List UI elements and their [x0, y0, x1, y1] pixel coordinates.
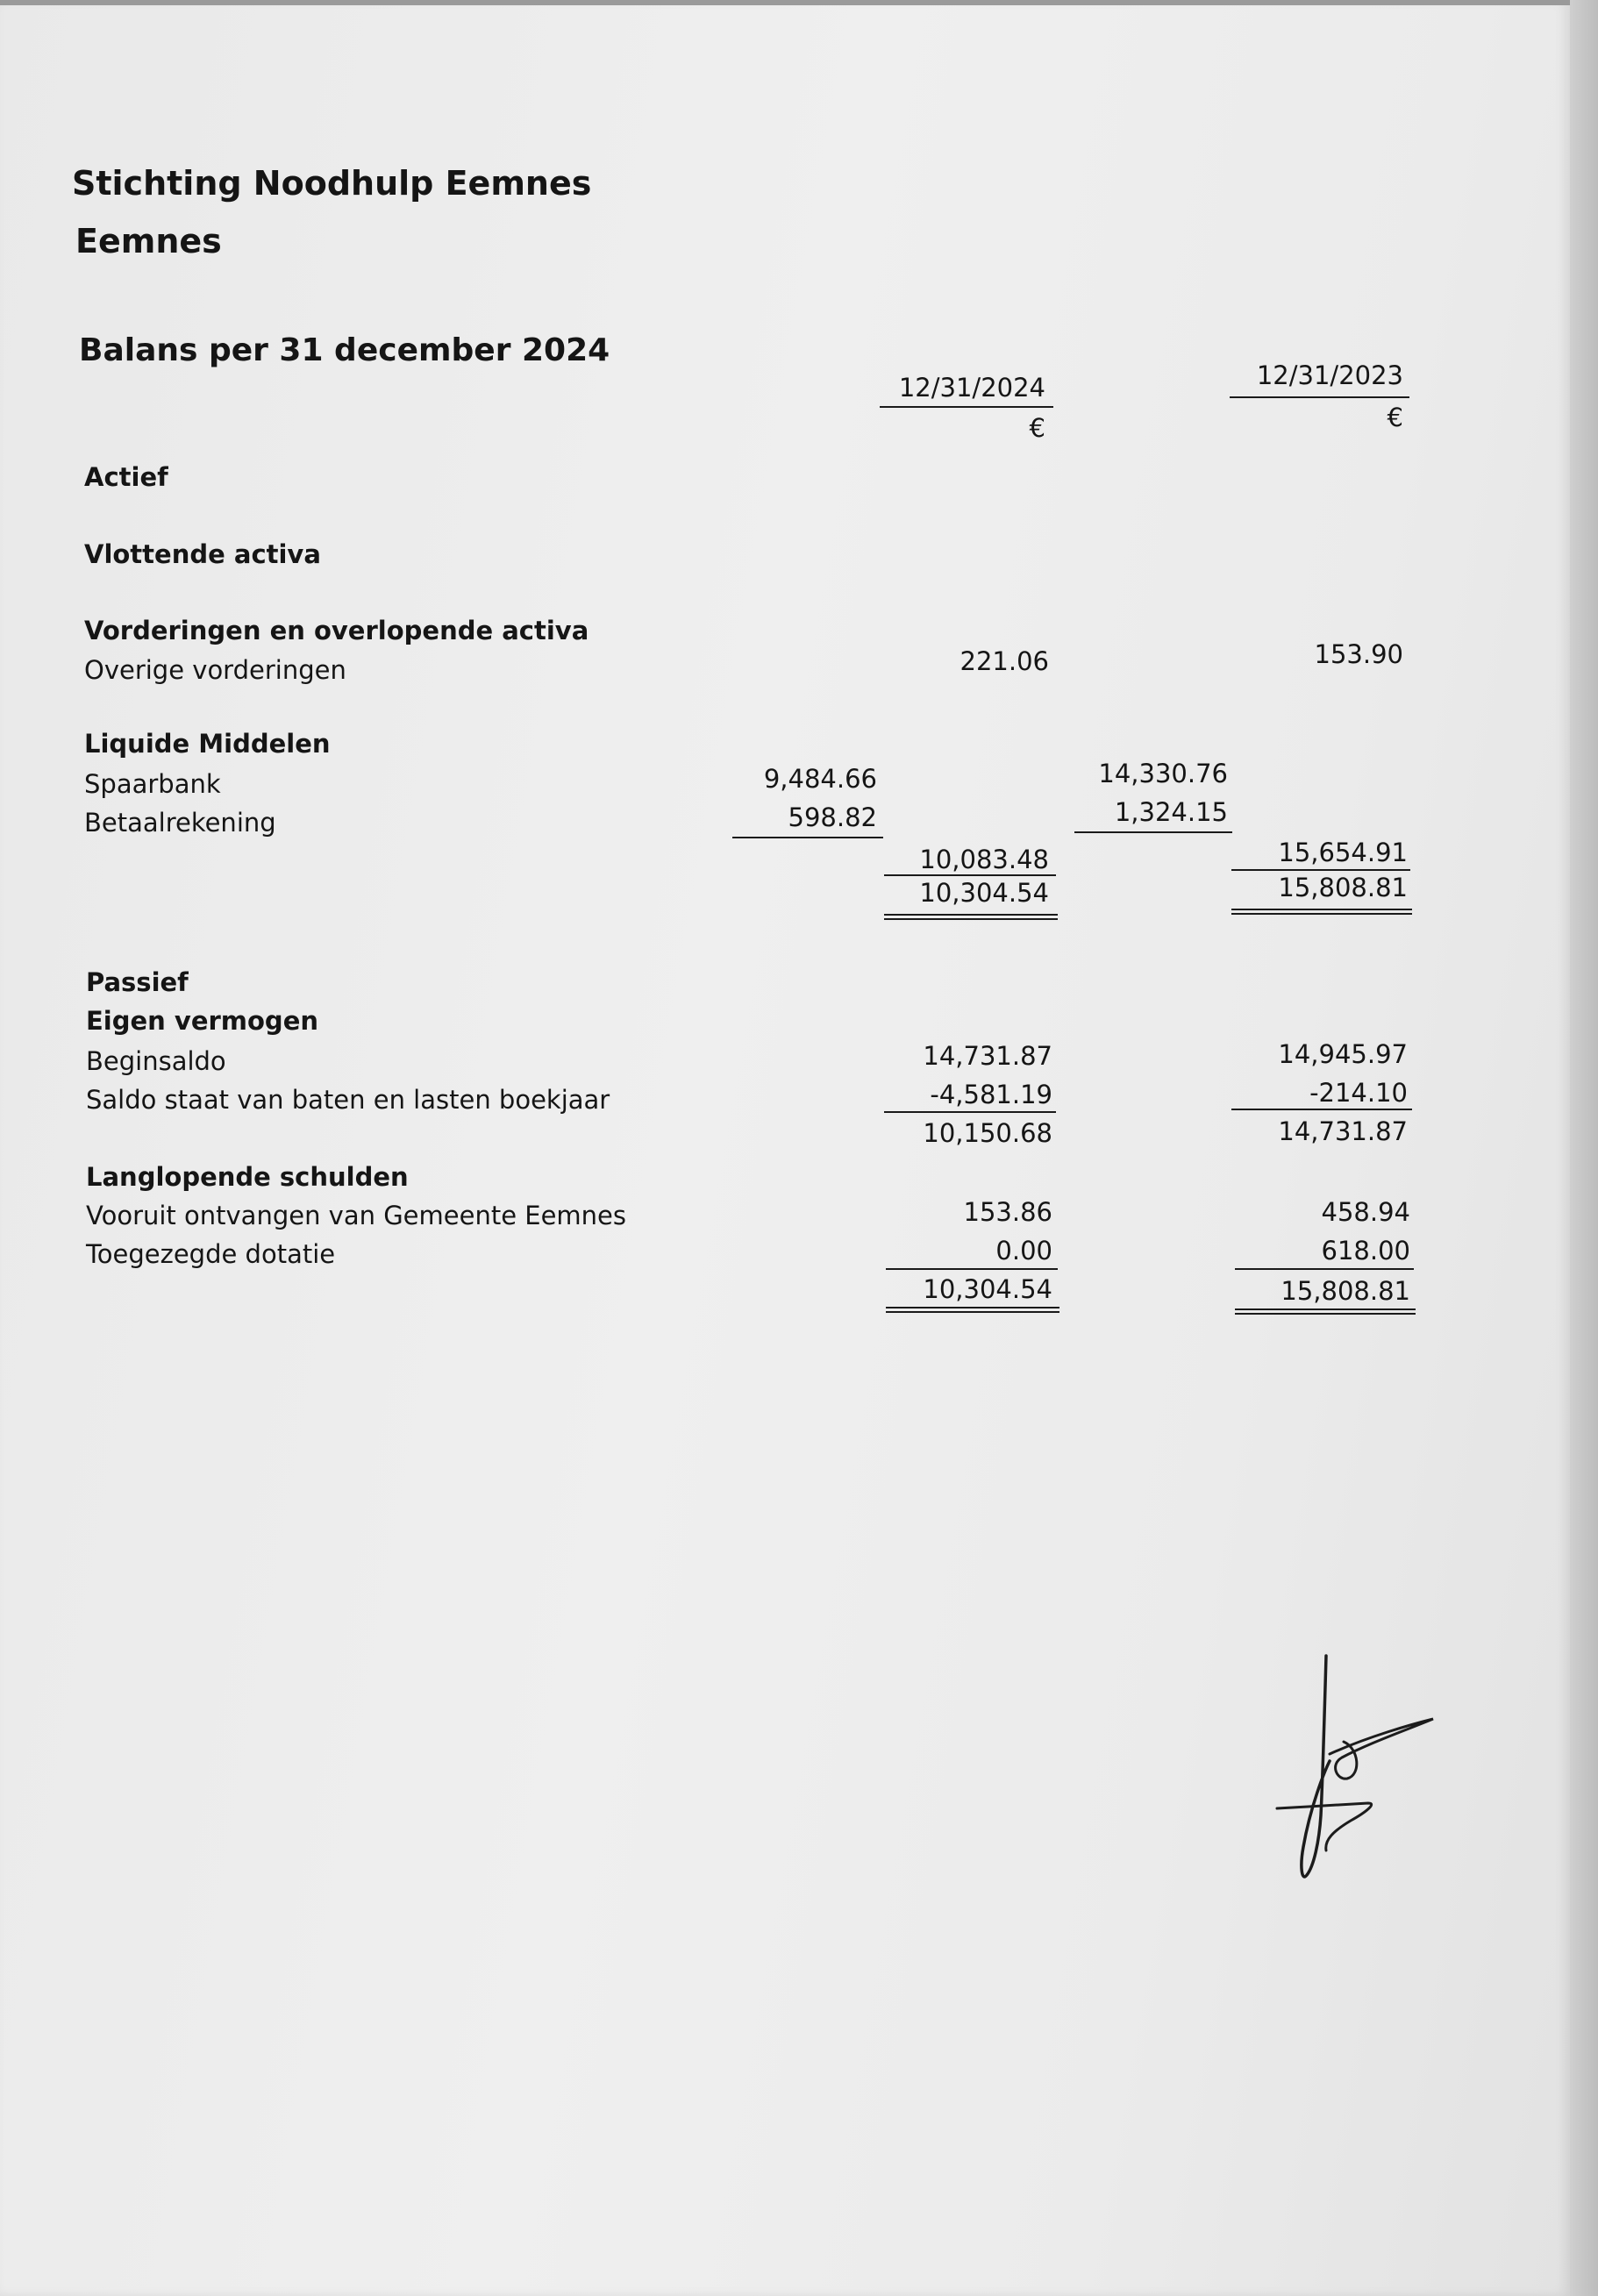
- row-saldo-label: Saldo staat van baten en lasten boekjaar: [86, 1085, 610, 1115]
- col-header-prior-currency: €: [1387, 403, 1403, 432]
- rule-passief-total-current: [886, 1268, 1058, 1270]
- row-betaalrekening-label: Betaalrekening: [84, 808, 276, 838]
- row-spaarbank-label: Spaarbank: [84, 769, 221, 799]
- section-langlopende-schulden: Langlopende schulden: [86, 1162, 409, 1192]
- row-actief-total-prior: 15,808.81: [1278, 873, 1408, 902]
- row-spaarbank-current: 9,484.66: [763, 764, 877, 794]
- row-saldo-prior: -214.10: [1309, 1078, 1408, 1108]
- document-title: Balans per 31 december 2024: [79, 332, 610, 368]
- row-dotatie-current: 0.00: [995, 1236, 1052, 1266]
- row-overige-vorderingen-prior: 153.90: [1314, 639, 1403, 669]
- rule-liquide-prior: [1074, 831, 1232, 833]
- row-passief-total-prior: 15,808.81: [1281, 1276, 1410, 1306]
- row-vooruit-prior: 458.94: [1321, 1197, 1410, 1227]
- double-rule-actief-current: [884, 914, 1058, 920]
- row-spaarbank-prior: 14,330.76: [1098, 759, 1228, 788]
- row-beginsaldo-prior: 14,945.97: [1278, 1039, 1408, 1069]
- row-passief-total-current: 10,304.54: [923, 1274, 1052, 1304]
- rule-eigen-current: [884, 1111, 1056, 1113]
- handwritten-signature: [1245, 1640, 1456, 1938]
- col-header-current-currency: €: [1029, 413, 1045, 443]
- row-eigen-subtotal-current: 10,150.68: [923, 1118, 1052, 1148]
- rule-actief-total-prior: [1231, 869, 1410, 871]
- row-saldo-current: -4,581.19: [930, 1080, 1052, 1109]
- row-liquide-subtotal-prior: 15,654.91: [1278, 838, 1408, 867]
- row-vooruit-current: 153.86: [963, 1197, 1052, 1227]
- col-header-current-rule: [880, 406, 1053, 408]
- rule-liquide-current: [732, 837, 883, 838]
- row-vooruit-label: Vooruit ontvangen van Gemeente Eemnes: [86, 1201, 627, 1230]
- section-liquide-middelen: Liquide Middelen: [84, 729, 331, 759]
- double-rule-passief-prior: [1235, 1308, 1416, 1315]
- rule-passief-total-prior: [1235, 1268, 1414, 1270]
- double-rule-passief-current: [886, 1307, 1059, 1313]
- row-betaalrekening-current: 598.82: [788, 802, 877, 832]
- section-actief: Actief: [84, 462, 168, 492]
- rule-actief-total-current: [884, 874, 1056, 876]
- row-beginsaldo-label: Beginsaldo: [86, 1046, 226, 1076]
- row-dotatie-prior: 618.00: [1321, 1236, 1410, 1266]
- row-actief-total-current: 10,304.54: [919, 878, 1049, 908]
- row-overige-vorderingen-current: 221.06: [960, 646, 1049, 676]
- row-overige-vorderingen-label: Overige vorderingen: [84, 655, 346, 685]
- org-city: Eemnes: [75, 222, 222, 260]
- paper-top-edge: [0, 0, 1598, 5]
- row-betaalrekening-prior: 1,324.15: [1114, 797, 1228, 827]
- section-vorderingen: Vorderingen en overlopende activa: [84, 616, 589, 645]
- section-vlottende-activa: Vlottende activa: [84, 539, 321, 569]
- rule-eigen-prior: [1231, 1109, 1412, 1110]
- section-passief: Passief: [86, 967, 189, 997]
- row-beginsaldo-current: 14,731.87: [923, 1041, 1052, 1071]
- section-eigen-vermogen: Eigen vermogen: [86, 1006, 319, 1036]
- org-name: Stichting Noodhulp Eemnes: [72, 164, 592, 203]
- col-header-prior-rule: [1230, 396, 1409, 398]
- col-header-current-date: 12/31/2024: [898, 373, 1045, 403]
- double-rule-actief-prior: [1231, 909, 1412, 915]
- row-dotatie-label: Toegezegde dotatie: [86, 1239, 336, 1269]
- row-liquide-subtotal-current: 10,083.48: [919, 845, 1049, 874]
- paper-right-edge: [1570, 0, 1598, 2296]
- col-header-prior-date: 12/31/2023: [1256, 360, 1403, 390]
- row-eigen-subtotal-prior: 14,731.87: [1278, 1116, 1408, 1146]
